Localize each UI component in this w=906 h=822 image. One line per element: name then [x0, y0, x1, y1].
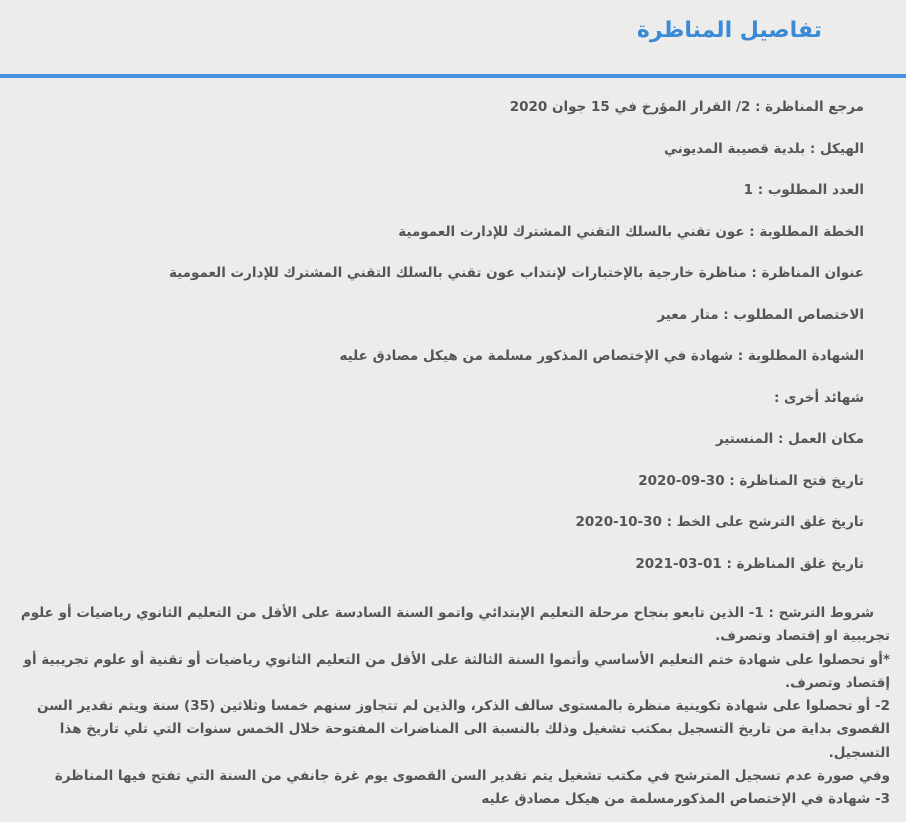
field-opening-date: تاريخ فتح المناظرة : 30-09-2020 — [638, 472, 864, 489]
field-closing-date: تاريخ غلق المناظرة : 01-03-2021 — [635, 555, 864, 572]
field-reference: مرجع المناظرة : 2/ القرار المؤرخ في 15 جوان 2020 — [509, 99, 864, 115]
field-required-certificate: الشهادة المطلوبة : شهادة في الإختصاص المذكور مسلمة من هيكل مصادق عليه — [339, 348, 864, 364]
condition-paragraph: شروط الترشح : 1- الذين تابعو بنجاح مرحلة التعليم الإبتدائي واتمو السنة السادسة على الأقل من التعليم الثانوي رياضيات أو علوم تجريبية او إقتصاد وتصرف. — [20, 605, 890, 645]
field-other-certificates: شهائد أخرى : — [773, 389, 864, 406]
title-divider — [0, 74, 906, 78]
details-list — [10, 95, 864, 593]
condition-paragraph: *أو تحصلوا على شهادة ختم التعليم الأساسي وأتموا السنة الثالثة على الأقل من التعليم الثانوي رياضيات أو تقنية أو علوم تجريبية أو إقتصاد وتصرف. — [23, 651, 890, 691]
field-competition-title: عنوان المناظرة : مناظرة خارجية بالإختبارات لإنتداب عون تقني بالسلك التقني المشترك للإدارت العمومية — [168, 265, 864, 281]
condition-paragraph: 2- أو تحصلوا على شهادة تكوينية منظرة بالمستوى سالف الذكر، والذين لم تتجاوز سنهم خمسا وثلاثين (35) سنة ويتم تقدير السن القصوى بداية من تاريخ التسجيل بمكتب تشغيل وذلك بالنسبة الى المناضرات المفتوحة خلال الخمس سنوات التي تلي تاريخ هذا التسجيل. — [37, 698, 890, 761]
condition-paragraph: وفي صورة عدم تسجيل المترشح في مكتب تشغيل يتم تقدير السن القصوى يوم غرة جانفي من السنة التي تفتح فيها المناظرة — [54, 768, 890, 785]
page-title: تفاصيل المناظرة — [636, 18, 822, 43]
field-required-specialty: الاختصاص المطلوب : متار معير — [657, 306, 864, 323]
condition-paragraph: 3- شهادة في الإختصاص المذكورمسلمة من هيكل مصادق عليه — [481, 791, 890, 808]
field-work-location: مكان العمل : المنستير — [715, 431, 864, 447]
field-online-closing-date: تاريخ غلق الترشح على الخط : 30-10-2020 — [575, 514, 864, 530]
field-institution: الهيكل : بلدية قصيبة المديوني — [663, 140, 864, 157]
field-required-position: الخطة المطلوبة : عون تقني بالسلك التقني المشترك للإدارت العمومية — [398, 223, 864, 240]
application-conditions — [6, 602, 890, 812]
field-required-count: العدد المطلوب : 1 — [743, 182, 864, 198]
